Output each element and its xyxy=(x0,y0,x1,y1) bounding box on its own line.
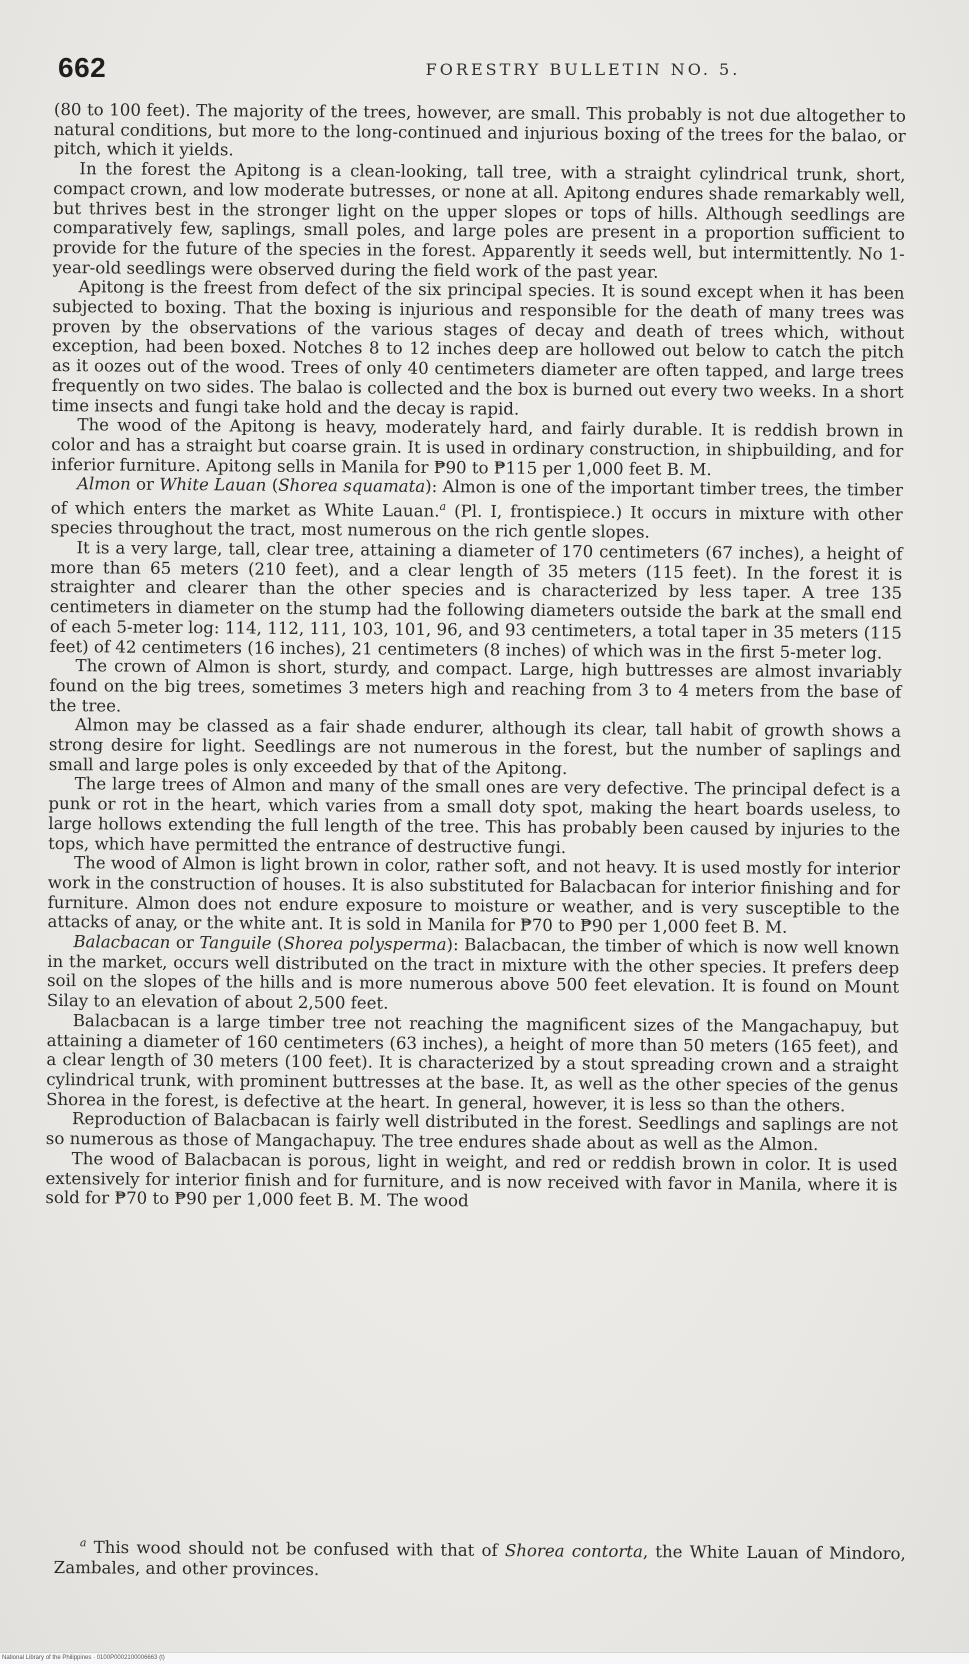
scientific-name: Shorea polysperma xyxy=(283,933,447,955)
page-header xyxy=(58,52,908,92)
paragraph: Reproduction of Balacbacan is fairly well distributed in the forest. Seedlings and saplings are not so numerous as those of Mangachapuy. The tree endures shade about as well as the Almon. xyxy=(45,1109,899,1155)
paragraph: In the forest the Apitong is a clean-looking, tall tree, with a straight cylindrical trunk, short, compact crown, and low moderate butresses, or none at all. Apitong endures shade remarkably well, but thrives best in the stronger light on the upper slopes or tops of hills. Although seedlings are comparatively few, saplings, small poles, and large poles are present in a proportion sufficient to provide for the future of the species in the forest. Apparently it seeds well, but intermittently. No 1-year-old seedlings were observed during the field work of the past year. xyxy=(52,159,906,282)
scientific-name: Shorea squamata xyxy=(278,476,426,497)
species-entry-almon: Almon or White Lauan (Shorea squamata): Almon is one of the important timber trees, the timber of which enters the market as White Lauan.$^a$ (Pl. I, frontispiece.) It occurs in mixture with other species throughout the tract, most numerous on the rich gentle slopes. xyxy=(50,474,904,542)
scan-footer: National Library of the Philippines · 0100P0002100006663 (t) xyxy=(0,1652,969,1664)
paragraph: The wood of Balacbacan is porous, light in weight, and red or reddish brown in color. It is used extensively for interior finish and for furniture, and is now received with favor in Manila, where it is sold for ₱70 to ₱90 per 1,000 feet B. M. The wood xyxy=(45,1148,898,1211)
species-name: Almon xyxy=(76,474,131,494)
paragraph: Almon may be classed as a fair shade endurer, although its clear, tall habit of growth shows a strong desire for light. Seedlings are not numerous in the forest, but the number of saplings and small and large poles is only exceeded by that of the Apitong. xyxy=(48,715,902,778)
paragraph: The wood of the Apitong is heavy, moderately hard, and fairly durable. It is reddish brown in color and has a straight but coarse grain. It is used in ordinary construction, in shipbuilding, and for inferior furniture. Apitong sells in Manila for ₱90 to ₱115 per 1,000 feet B. M. xyxy=(51,415,904,479)
footnote: $^a$ This wood should not be confused with that of Shorea contorta, the White Lauan of Mindoro, Zambales, and other provinces. xyxy=(53,1536,906,1579)
paragraph: The wood of Almon is light brown in color, rather soft, and not heavy. It is used mostly for interior work in the construction of houses. It is also substituted for Balacbacan for interior finishing and for furniture. Almon does not endure exposure to moisture or weather, and is very susceptible to the attacks of anay, or the white ant. It is sold in Manila for ₱70 to ₱90 per 1,000 feet B. M. xyxy=(47,853,901,938)
paragraph: The crown of Almon is short, sturdy, and compact. Large, high buttresses are almost invariably found on the big trees, sometimes 3 meters high and reaching from 3 to 4 meters from the base of the tree. xyxy=(49,656,902,716)
running-head: FORESTRY BULLETIN NO. 5. xyxy=(425,60,741,79)
paragraph: The large trees of Almon and many of the small ones are very defective. The principal defect is a punk or rot in the heart, which varies from a small doty spot, making the heart boards useless, to large hollows extending the full length of the tree. This has probably been caused by injuries to the tops, which have permitted the entrance of destructive fungi. xyxy=(48,774,901,857)
species-alt-name: Tanguile xyxy=(199,933,272,953)
body-text xyxy=(45,100,906,1215)
paragraph: Balacbacan is a large timber tree not reaching the magnificent sizes of the Mangachapuy, but attaining a diameter of 160 centimeters (63 inches), a height of more than 50 meters (165 feet), and a clear length of 30 meters (100 feet). It is characterized by a stout spreading crown and a straight cylindrical trunk, with prominent buttresses at the base. It, as well as the other species of the genus Shorea in the forest, is defective at the heart. In general, however, it is less so than the others. xyxy=(46,1011,899,1115)
footnote-mark: a xyxy=(79,1536,87,1550)
page-number: 662 xyxy=(58,52,107,83)
scientific-name: Shorea contorta xyxy=(504,1541,643,1562)
paragraph: Apitong is the freest from defect of the six principal species. It is sound except when it has been subjected to boxing. That the boxing is injurious and responsible for the death of many trees was proven by the observations of the various stages of decay and death of trees which, without exception, had been boxed. Notches 8 to 12 inches deep are hollowed out below to catch the pitch as it oozes out of the wood. Trees of only 40 centimeters diameter are often tapped, and large trees frequently on two sides. The balao is collected and the box is burned out every two weeks. In a short time insects and fungi take hold and the decay is rapid. xyxy=(51,277,905,419)
species-name: Balacbacan xyxy=(73,932,171,953)
species-alt-name: White Lauan xyxy=(159,475,267,496)
paragraph: (80 to 100 feet). The majority of the trees, however, are small. This probably is not due altogether to natural conditions, but more to the long-continued and injurious boxing of the trees for the balao, or pitch, which it yields. xyxy=(53,100,906,160)
paragraph: It is a very large, tall, clear tree, attaining a diameter of 170 centimeters (67 inches), a height of more than 65 meters (210 feet), and a clear length of 35 meters (115 feet). In the forest it is straighter and clearer than the other species and is characterized by less taper. A tree 135 centimeters in diameter on the stump had the following diameters outside the bark at the small end of each 5-meter log: 114, 112, 111, 103, 101, 96, and 93 centimeters, a total taper in 35 meters (115 feet) of 42 centimeters (16 inches), 21 centimeters (8 inches) of which was in the first 5-meter log. xyxy=(49,538,903,663)
footnote-reference: a xyxy=(439,500,447,514)
species-entry-balacbacan: Balacbacan or Tanguile (Shorea polysperma): Balacbacan, the timber of which is now well known in the market, occurs well distributed on the tract in mixture with the other species. It prefers deep soil on the slopes of the hills and is more numerous above 500 feet elevation. It is found on Mount Silay to an elevation of about 2,500 feet. xyxy=(46,932,900,1013)
